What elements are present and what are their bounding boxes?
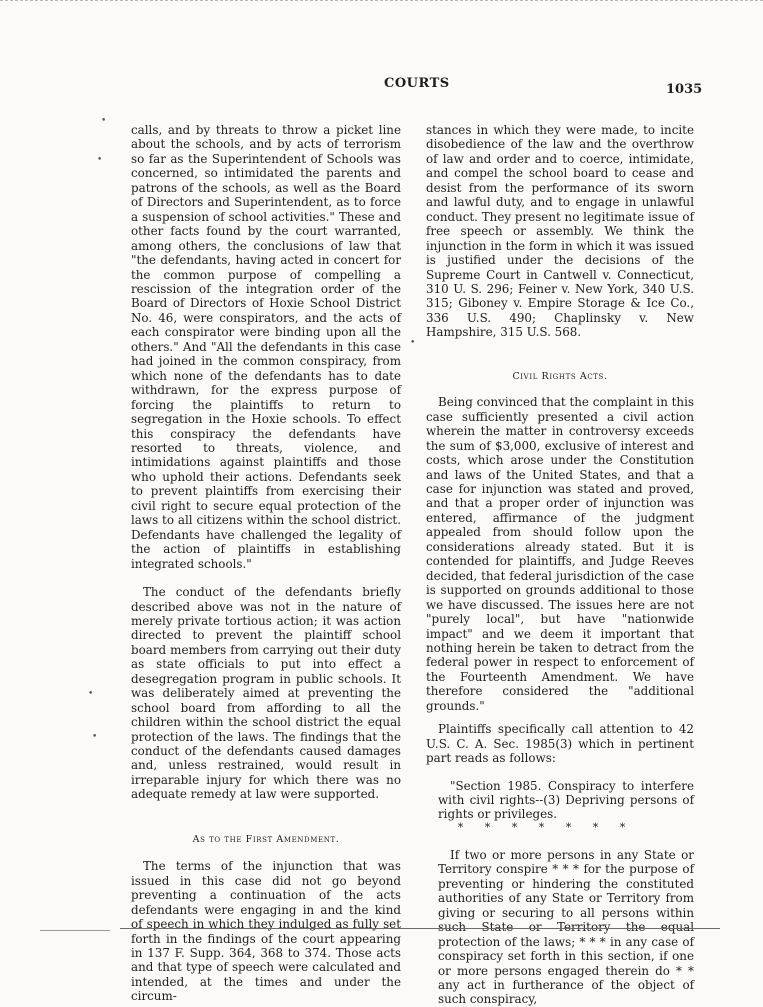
scan-speck: • [410,338,416,348]
page-number: 1035 [666,82,703,97]
section-heading-civil-rights-acts: Civil Rights Acts. [512,370,608,382]
right-paragraph-1: stances in which they were made, to incite disobedience of the law and the overthrow of law and order and to coerce, intimidate, and compel the school board to cease and desist from the performance of its sworn and lawful duty, and to engage in unlawful conduct. They present no legitimate issue of free speech or assembly. We think the injunction in the form in which it was issued is justified under the decisions of the Supreme Court in Cantwell v. Connecticut, 310 U. S. 296; Feiner v. New York, 340 U.S. 315; Giboney v. Empire Storage & Ice Co., 336 U.S. 490; Chaplinsky v. New Hampshire, 315 U.S. 568. [426,123,694,340]
scan-speck: • [101,116,107,126]
quote-paragraph-1: "Section 1985. Conspiracy to interfere with civil rights--(3) Depriving persons of rights or privileges. [438,778,694,822]
scan-bottom-edge [40,930,110,931]
scan-bottom-edge [120,928,720,929]
scan-speck: • [92,732,98,742]
left-paragraph-1: calls, and by threats to throw a picket line about the schools, and by acts of terrorism so far as the Superintendent of Schools was concerned, so intimidated the parents and patrons of the schools, as well as the Board of Directors and Superintendent, as to force a suspension of school activities." These and other facts found by the court warranted, among others, the conclusions of law that "the defendants, having acted in concert for the common purpose of compelling a rescission of the integration order of the Board of Directors of Hoxie School District No. 46, were conspirators, and the acts of each conspirator were binding upon all the others." And "All the defendants in this case had joined in the common conspiracy, from which none of the defendants has to date withdrawn, for the express purpose of forcing the plaintiffs to return to segregation in the Hoxie schools. To effect this conspiracy the defendants have resorted to threats, violence, and intimidations against plaintiffs and those who uphold their actions. Defendants seek to prevent plaintiffs from exercising their civil right to secure equal protection of the laws to all citizens within the school district. Defendants have challenged the legality of the action of plaintiffs in establishing integrated schools." [131,123,401,571]
left-column [131,123,401,1004]
scan-top-edge [0,0,763,7]
left-paragraph-2: The conduct of the defendants briefly described above was not in the nature of merely private tortious action; it was action directed to prevent the plaintiff school board members from carrying out their duty as state officials to put into effect a desegregation program in public schools. It was deliberately aimed at preventing the school board from affording to all the children within the school district the equal protection of the laws. The findings that the conduct of the defendants caused damages and, unless restrained, would result in irreparable injury for which there was no adequate remedy at law were supported. [131,585,401,802]
right-paragraph-2: Being convinced that the complaint in this case sufficiently presented a civil action wherein the matter in controversy exceeds the sum of $3,000, exclusive of interest and costs, which arose under the Constitution and laws of the United States, and that a case for injunction was stated and proved, and that a proper order of injunction was entered, affirmance of the judgment appealed from should follow upon the considerations already stated. But it is contended for plaintiffs, and Judge Reeves decided, that federal jurisdiction of the case is supported on grounds additional to those we have discussed. The issues here are not "purely local", but have "nationwide impact" and we deem it important that nothing herein be taken to detract from the federal power in respect to enforcement of the Fourteenth Amendment. We have therefore considered the "additional grounds." [426,395,694,713]
left-paragraph-3: The terms of the injunction that was issued in this case did not go beyond preventing a continuation of the acts defendants were engaging in and the kind of speech in which they indulged as fully set forth in the findings of the court appearing in 137 F. Supp. 364, 368 to 374. Those acts and that type of speech were calculated and intended, at the times and under the circum- [131,859,401,1004]
right-paragraph-3: Plaintiffs specifically call attention to 42 U.S. C. A. Sec. 1985(3) which in pertinent part reads as follows: [426,722,694,766]
scan-speck: • [97,155,103,165]
right-column [426,123,694,1007]
ellipsis-asterisks: * * * * * * * [457,820,635,834]
scan-speck: • [88,689,94,699]
running-head: COURTS [384,76,450,91]
section-heading-first-amendment: As to the First Amendment. [192,833,340,845]
quote-paragraph-2: If two or more persons in any State or Territory conspire * * * for the purpose of preventing or hindering the constituted authorities of any State or Territory from giving or securing to all persons within such State or Territory the equal protection of the laws; * * * in any case of conspiracy set forth in this section, if one or more persons engaged therein do * * any act in furtherance of the object of such conspiracy, [438,847,694,1007]
statute-quotation [426,779,694,1007]
